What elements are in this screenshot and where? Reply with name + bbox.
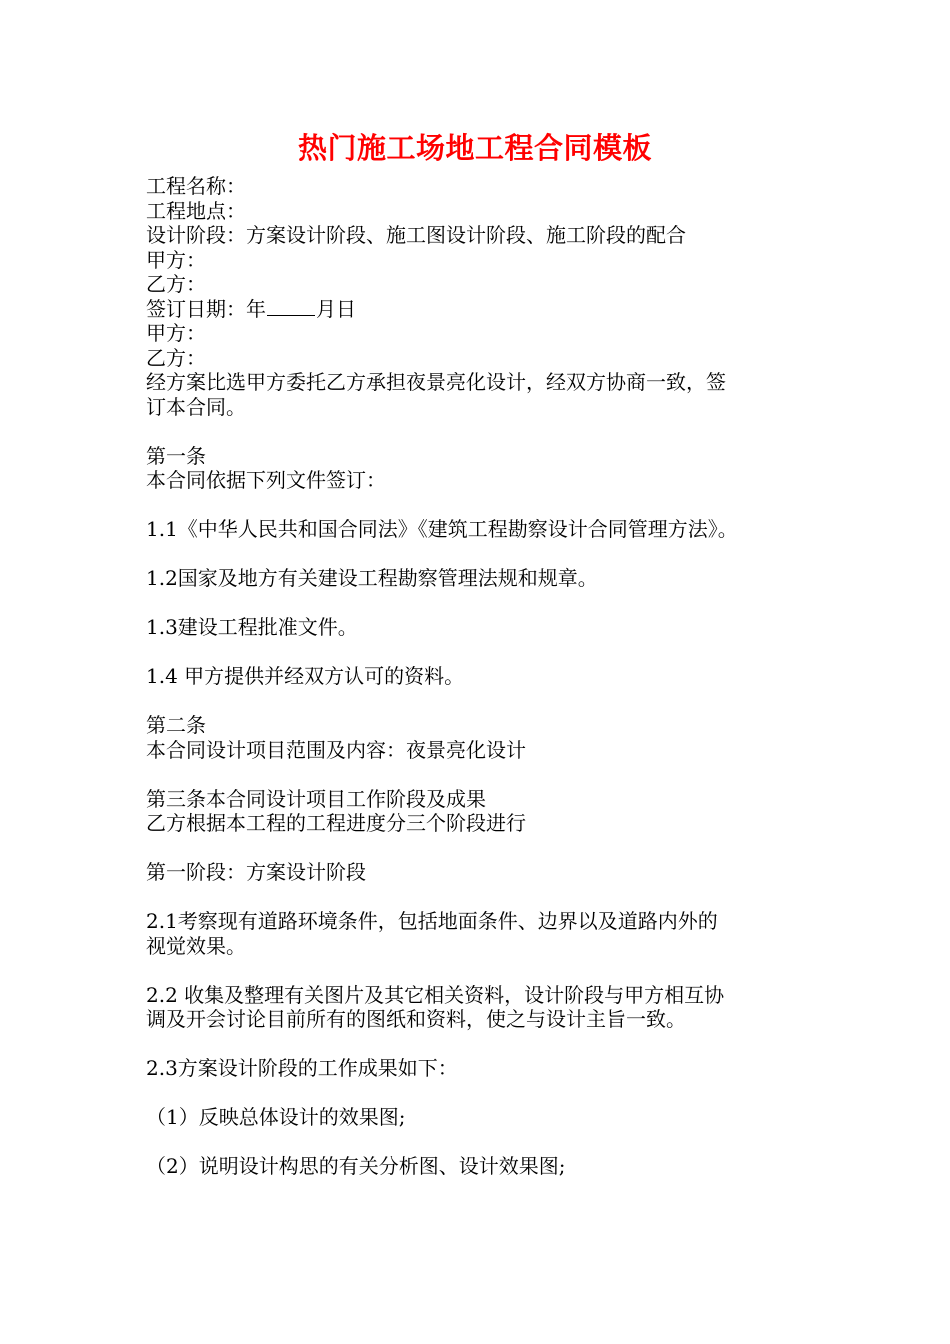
party-b-line: 乙方： [146, 272, 206, 296]
spacer [146, 958, 814, 983]
article-3-heading: 第三条本合同设计项目工作阶段及成果 [146, 786, 486, 811]
spacer [146, 836, 814, 861]
spacer [146, 1081, 814, 1106]
project-location-line: 工程地点： [146, 198, 246, 223]
project-name-line: 工程名称： [146, 174, 246, 198]
article-1-heading: 第一条 [146, 443, 206, 468]
spacer [146, 885, 814, 910]
spacer [146, 542, 814, 567]
party-a-line: 甲方： [146, 247, 206, 272]
stage-item-2-line-2: 调及开会讨论目前所有的图纸和资料，使之与设计主旨一致。 [146, 1007, 686, 1031]
spacer [146, 1032, 814, 1057]
article-1-item-1: 1.1《中华人民共和国合同法》《建筑工程勘察设计合同管理方法》。 [146, 517, 738, 541]
intro-line-1: 经方案比选甲方委托乙方承担夜景亮化设计，经双方协商一致，签 [146, 370, 726, 394]
spacer [146, 493, 814, 518]
result-2: （2）说明设计构思的有关分析图、设计效果图; [146, 1154, 566, 1178]
spacer [146, 591, 814, 616]
intro-line-2: 订本合同。 [146, 394, 246, 419]
month-blank [267, 299, 315, 316]
document-title: 热门施工场地工程合同模板 [297, 131, 652, 165]
sign-date-line [146, 297, 814, 322]
article-1-lead: 本合同依据下列文件签订： [146, 468, 386, 492]
stage-item-2-line-1: 2.2 收集及整理有关图片及其它相关资料，设计阶段与甲方相互协 [146, 982, 725, 1007]
stage-item-1-line-1: 2.1考察现有道路环境条件，包括地面条件、边界以及道路内外的 [146, 909, 718, 933]
stage-item-1-line-2: 视觉效果。 [146, 933, 246, 958]
article-2-heading: 第二条 [146, 713, 206, 737]
spacer [146, 762, 814, 787]
party-b-line-2: 乙方： [146, 345, 206, 370]
spacer [146, 689, 814, 714]
document-body [146, 174, 814, 1179]
stage-1-heading: 第一阶段：方案设计阶段 [146, 860, 366, 884]
spacer [146, 419, 814, 444]
design-stage-line: 设计阶段：方案设计阶段、施工图设计阶段、施工阶段的配合 [146, 223, 686, 247]
party-a-line-2: 甲方： [146, 321, 206, 345]
stage-item-3: 2.3方案设计阶段的工作成果如下： [146, 1056, 458, 1080]
article-1-item-4: 1.4 甲方提供并经双方认可的资料。 [146, 664, 465, 688]
article-3-lead: 乙方根据本工程的工程进度分三个阶段进行 [146, 811, 526, 835]
article-1-item-3: 1.3建设工程批准文件。 [146, 615, 358, 639]
sign-date-prefix: 签订日期：年 [146, 296, 266, 321]
spacer [146, 1130, 814, 1155]
article-2-content: 本合同设计项目范围及内容：夜景亮化设计 [146, 737, 526, 762]
spacer [146, 640, 814, 665]
result-1: （1）反映总体设计的效果图; [146, 1105, 406, 1129]
sign-date-suffix: 月日 [316, 296, 356, 321]
article-1-item-2: 1.2国家及地方有关建设工程勘察管理法规和规章。 [146, 566, 598, 590]
